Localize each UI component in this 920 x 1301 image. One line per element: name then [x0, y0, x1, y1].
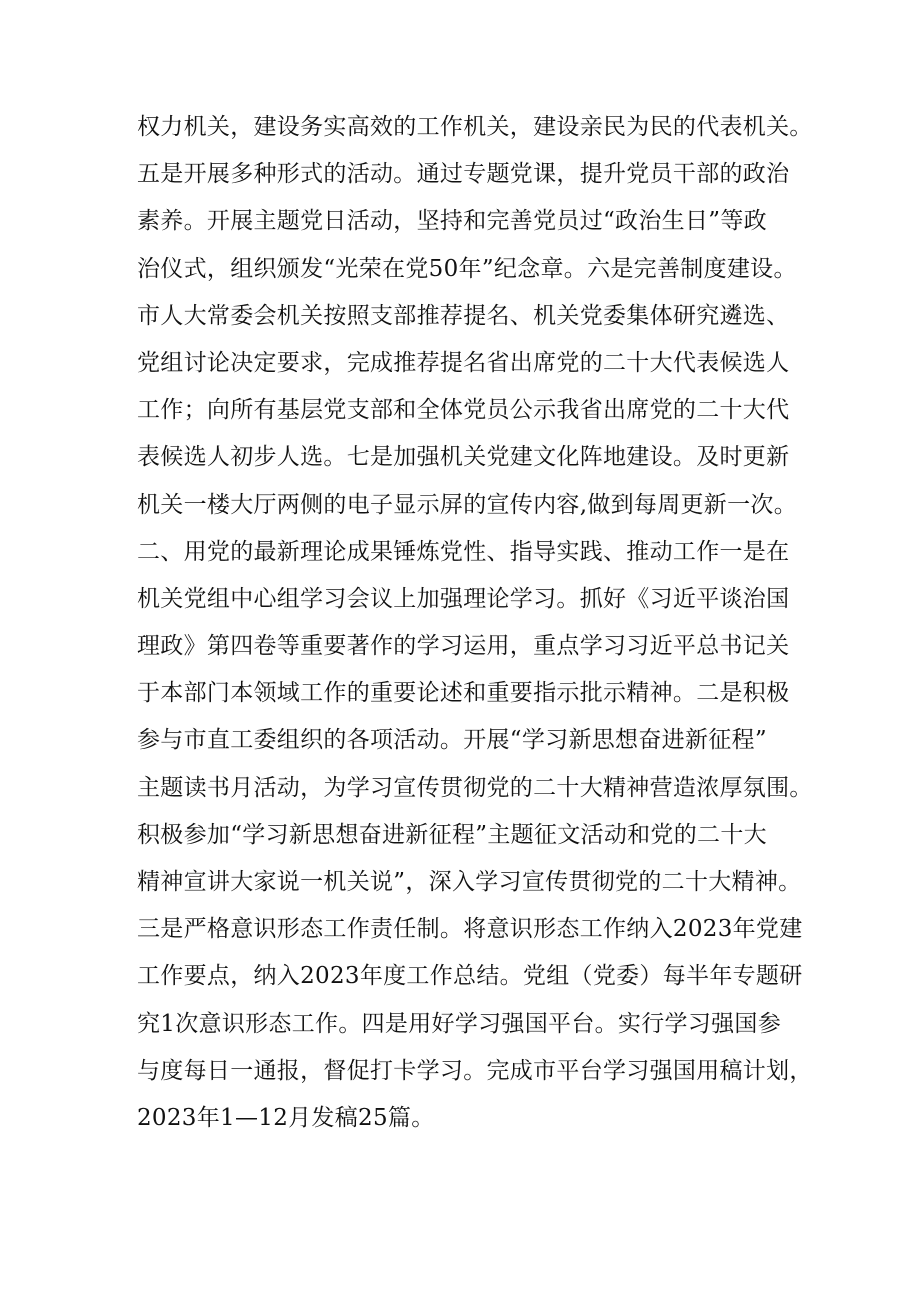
text-line-9: 机关一楼大厅两侧的电子显示屏的宣传内容,做到每周更新一次。	[137, 491, 798, 518]
text-line-17: 精神宣讲大家说一机关说”，深入学习宣传贯彻党的二十大精神。	[137, 869, 802, 895]
text-line-11: 机关党组中心组学习会议上加强理论学习。抓好《习近平谈治国	[137, 585, 790, 612]
text-line-13: 于本部门本领域工作的重要论述和重要指示批示精神。二是积极	[137, 680, 790, 707]
text-line-5: 市人大常委会机关按照支部推荐提名、机关党委集体研究遴选、	[137, 302, 790, 329]
text-line-10: 二、用党的最新理论成果锤炼党性、指导实践、推动工作一是在	[137, 538, 790, 565]
text-line-6: 党组讨论决定要求，完成推荐提名省出席党的二十大代表候选人	[137, 349, 790, 376]
body-text	[137, 104, 817, 1142]
text-line-16: 积极参加“学习新思想奋进新征程”主题征文活动和党的二十大	[137, 821, 767, 848]
text-line-18: 三是严格意识形态工作责任制。将意识形态工作纳入2023年党建	[137, 916, 803, 943]
text-line-2: 五是开展多种形式的活动。通过专题党课，提升党员干部的政治	[137, 161, 790, 188]
text-line-20: 究1次意识形态工作。四是用好学习强国平台。实行学习强国参	[137, 1010, 782, 1037]
text-line-22: 2023年1—12月发稿25篇。	[137, 1104, 435, 1131]
text-line-7: 工作；向所有基层党支部和全体党员公示我省出席党的二十大代	[137, 397, 790, 424]
text-line-21: 与度每日一通报，督促打卡学习。完成市平台学习强国用稿计划，	[137, 1057, 813, 1084]
text-line-4: 治仪式，组织颁发“光荣在党50年”纪念章。六是完善制度建设。	[137, 255, 797, 282]
text-line-14: 参与市直工委组织的各项活动。开展“学习新思想奋进新征程”	[137, 727, 767, 754]
text-line-12: 理政》第四卷等重要著作的学习运用，重点学习习近平总书记关	[137, 633, 790, 660]
text-line-19: 工作要点，纳入2023年度工作总结。党组（党委）每半年专题研	[137, 963, 803, 990]
text-line-8: 表候选人初步人选。七是加强机关党建文化阵地建设。及时更新	[137, 444, 790, 471]
text-line-1: 权力机关，建设务实高效的工作机关，建设亲民为民的代表机关。	[137, 114, 813, 140]
text-line-15: 主题读书月活动，为学习宣传贯彻党的二十大精神营造浓厚氛围。	[137, 774, 813, 801]
text-line-3: 素养。开展主题党日活动，坚持和完善党员过“政治生日”等政	[137, 208, 767, 235]
